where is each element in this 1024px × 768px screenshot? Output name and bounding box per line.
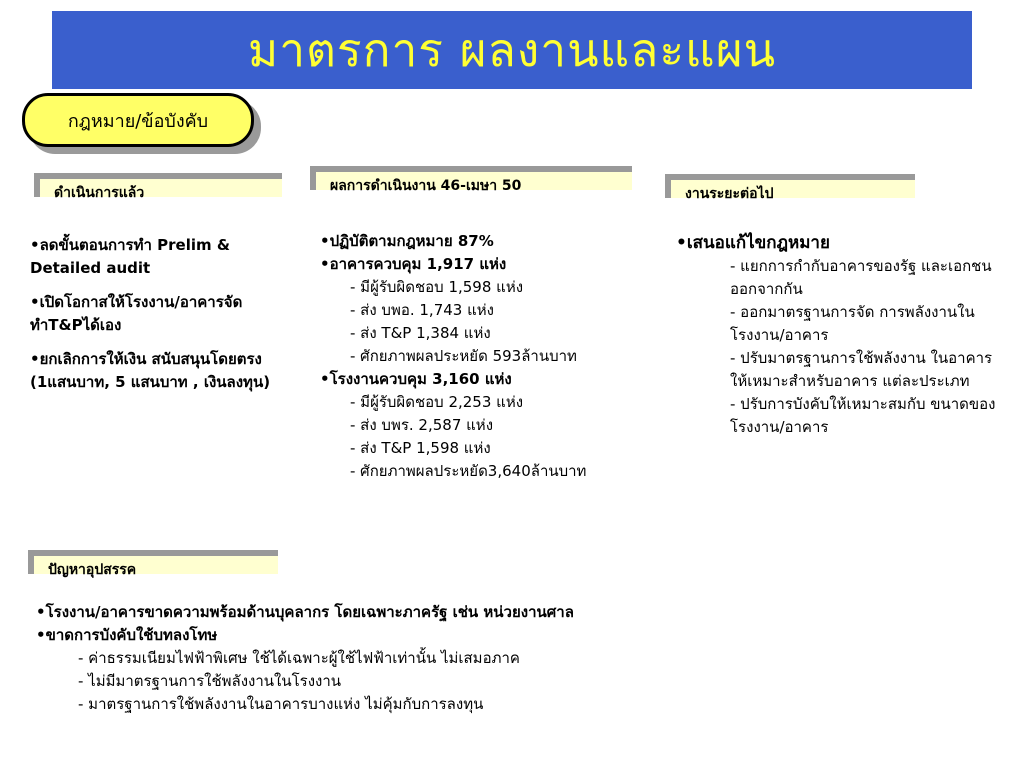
done-item: •ลดขั้นตอนการทำ Prelim & Detailed audit	[30, 236, 230, 277]
problems-header: ปัญหาอุปสรรค	[28, 550, 278, 574]
next-item: - ออกมาตรฐานการจัด การพลังงานในโรงงาน/อาคาร	[730, 303, 975, 344]
done-item: •เปิดโอกาสให้โรงงาน/อาคารจัดทำT&Pได้เอง	[30, 293, 243, 334]
problems-line: - ค่าธรรมเนียมไฟฟ้าพิเศษ ใช้ได้เฉพาะผู้ใช้ไฟฟ้าเท่านั้น ไม่เสมอภาค	[78, 649, 520, 667]
results-line: - ส่ง บพอ. 1,743 แห่ง	[350, 301, 494, 319]
next-item: - ปรับการบังคับให้เหมาะสมกับ ขนาดของโรงงาน/อาคาร	[730, 395, 996, 436]
next-item: - แยกการกำกับอาคารของรัฐ และเอกชนออกจากกัน	[730, 257, 992, 298]
done-item: •ยกเลิกการให้เงิน สนับสนุนโดยตรง (1แสนบาท, 5 แสนบาท , เงินลงทุน)	[30, 350, 271, 391]
results-line: - ส่ง บพร. 2,587 แห่ง	[350, 416, 494, 434]
problems-line: - ไม่มีมาตรฐานการใช้พลังงานในโรงงาน	[78, 672, 342, 690]
law-label: กฎหมาย/ข้อบังคับ	[67, 110, 209, 132]
results-line: - ส่ง T&P 1,598 แห่ง	[350, 439, 491, 457]
results-line: - มีผู้รับผิดชอบ 2,253 แห่ง	[350, 393, 524, 411]
results-line: •อาคารควบคุม 1,917 แห่ง	[320, 255, 507, 273]
next-header: งานระยะต่อไป	[665, 174, 915, 198]
results-line: - มีผู้รับผิดชอบ 1,598 แห่ง	[350, 278, 524, 296]
title-bar	[52, 11, 972, 89]
results-header: ผลการดำเนินงาน 46-เมษา 50	[310, 166, 632, 190]
law-label-pill	[22, 93, 254, 147]
next-heading: •เสนอแก้ไขกฎหมาย	[676, 233, 830, 253]
done-list	[30, 234, 290, 394]
problems-line: •โรงงาน/อาคารขาดความพร้อมด้านบุคลากร โดยเฉพาะภาครัฐ เช่น หน่วยงานศาล	[36, 603, 574, 621]
next-item: - ปรับมาตรฐานการใช้พลังงาน ในอาคารให้เหมาะสำหรับอาคาร แต่ละประเภท	[730, 349, 993, 390]
problems-line: - มาตรฐานการใช้พลังงานในอาคารบางแห่ง ไม่คุ้มกับการลงทุน	[78, 695, 484, 713]
results-list	[320, 230, 660, 483]
results-line: - ศักยภาพผลประหยัด3,640ล้านบาท	[350, 462, 587, 480]
done-header: ดำเนินการแล้ว	[34, 173, 282, 197]
results-line: - ศักยภาพผลประหยัด 593ล้านบาท	[350, 347, 577, 365]
results-line: •โรงงานควบคุม 3,160 แห่ง	[320, 370, 512, 388]
slide-title: มาตรการ ผลงานและแผน	[247, 22, 777, 77]
problems-line: •ขาดการบังคับใช้บทลงโทษ	[36, 626, 218, 644]
problems-list	[36, 601, 656, 716]
next-list	[676, 232, 996, 439]
results-line: •ปฏิบัติตามกฎหมาย 87%	[320, 232, 494, 250]
results-line: - ส่ง T&P 1,384 แห่ง	[350, 324, 491, 342]
